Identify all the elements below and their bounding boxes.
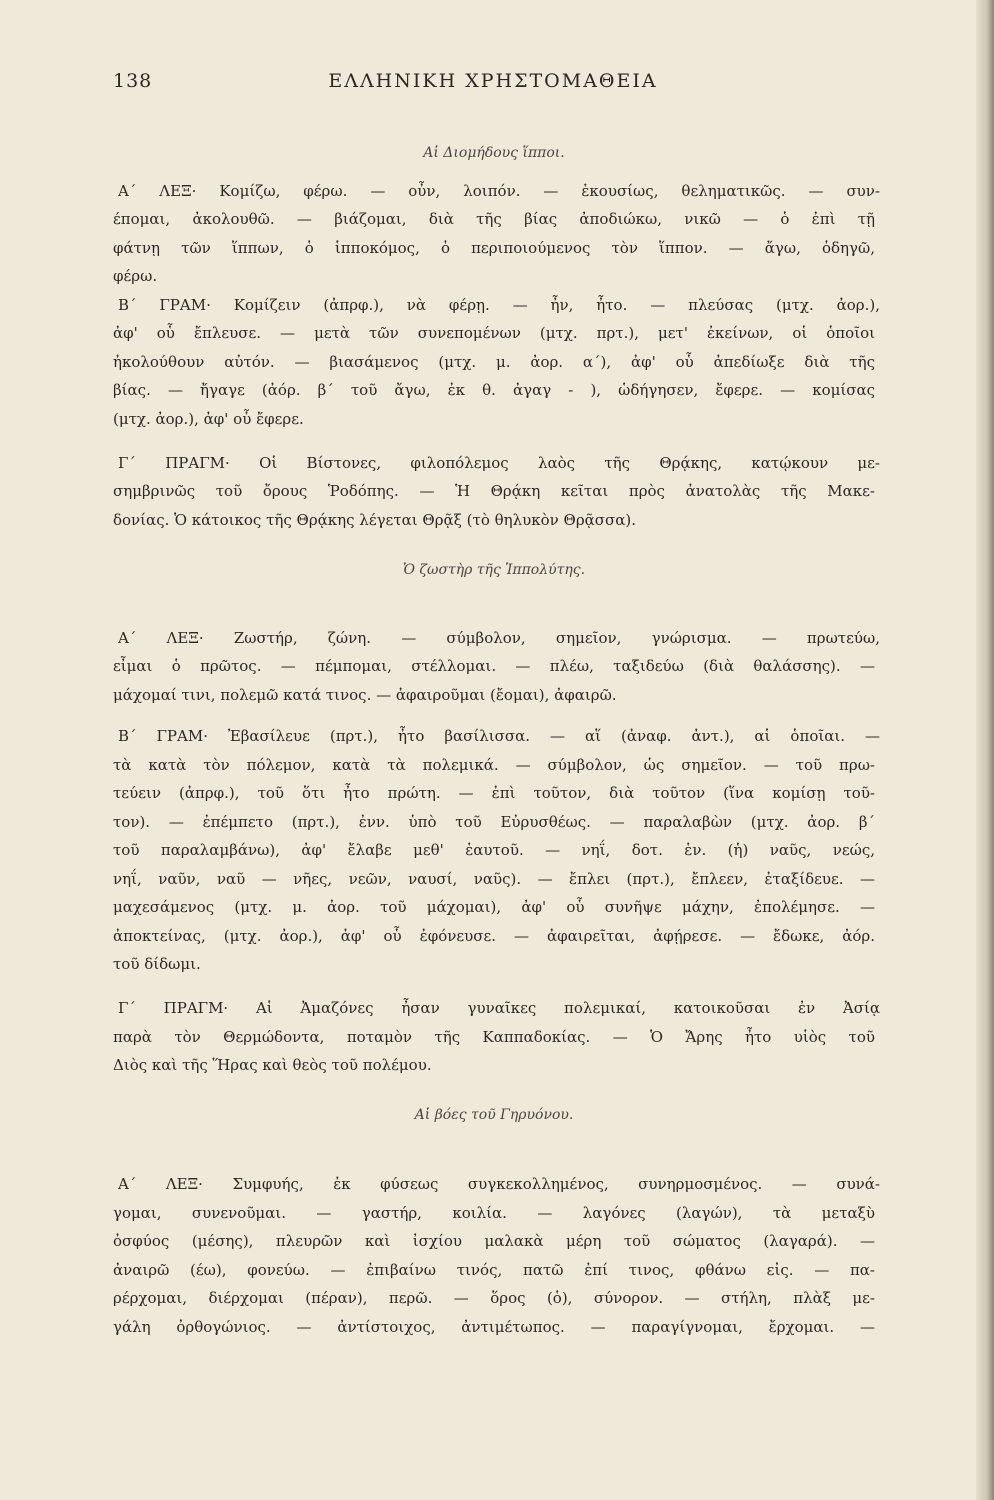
text-line: τοῦ παραλαμβάνω), ἀφ' ἔλαβε μεθ' ἑαυτοῦ. — νηΐ, δοτ. ἑν. (ἡ) ναῦς, νεώς, <box>113 841 875 859</box>
page-number: 138 <box>113 70 153 92</box>
text-line: ἀποκτείνας, (μτχ. ἀορ.), ἀφ' οὗ ἐφόνευσε. — ἀφαιρεῖται, ἀφῄρεσε. — ἔδωκε, ἀόρ. <box>113 927 875 945</box>
text-line: φέρω. <box>113 267 158 285</box>
text-line: ρέρχομαι, διέρχομαι (πέραν), περῶ. — ὅρος (ὁ), σύνορον. — στήλη, πλὰξ με- <box>113 1289 875 1307</box>
text-line: Γ΄ ΠΡΑΓΜ· Οἱ Βίστονες, φιλοπόλεμος λαὸς τῆς Θρᾴκης, κατῴκουν με- <box>118 454 880 472</box>
text-line: Γ΄ ΠΡΑΓΜ· Αἱ Ἀμαζόνες ἦσαν γυναῖκες πολεμικαί, κατοικοῦσαι ἐν Ἀσίᾳ <box>118 999 880 1017</box>
section-title-3: Αἱ βόες τοῦ Γηρυόνου. <box>414 1107 574 1123</box>
text-line: Α΄ ΛΕΞ· Κομίζω, φέρω. — οὖν, λοιπόν. — ἑκουσίως, θεληματικῶς. — συν- <box>118 182 880 200</box>
text-line: τοῦ δίδωμι. <box>113 955 201 973</box>
text-line: ἀφ' οὗ ἔπλευσε. — μετὰ τῶν συνεπομένων (μτχ. πρτ.), μετ' ἐκείνων, οἱ ὁποῖοι <box>113 324 875 342</box>
text-line: εἶμαι ὁ πρῶτος. — πέμπομαι, στέλλομαι. — πλέω, ταξιδεύω (διὰ θαλάσσης). — <box>113 657 875 675</box>
text-line: τὰ κατὰ τὸν πόλεμον, κατὰ τὰ πολεμικά. — σύμβολον, ὡς σημεῖον. — τοῦ πρω- <box>113 756 875 774</box>
text-line: γομαι, συνενοῦμαι. — γαστήρ, κοιλία. — λαγόνες (λαγών), τὰ μεταξὺ <box>113 1204 875 1222</box>
text-line: έπομαι, ἀκολουθῶ. — βιάζομαι, διὰ τῆς βίας ἀποδιώκω, νικῶ — ὁ ἐπὶ τῇ <box>113 210 875 228</box>
text-line: (μτχ. ἀορ.), ἀφ' οὗ ἔφερε. <box>113 410 304 428</box>
text-line: Α΄ ΛΕΞ· Συμφυής, ἐκ φύσεως συγκεκολλημένος, συνηρμοσμένος. — συνά- <box>118 1175 880 1193</box>
text-line: γάλη ὀρθογώνιος. — ἀντίστοιχος, ἀντιμέτωπος. — παραγίγνομαι, ἔρχομαι. — <box>113 1318 875 1336</box>
running-title: ΕΛΛΗΝΙΚΗ ΧΡΗΣΤΟΜΑΘΕΙΑ <box>328 70 658 92</box>
text-line: δονίας. Ὁ κάτοικος τῆς Θρᾴκης λέγεται Θρᾷξ (τὸ θηλυκὸν Θρᾷσσα). <box>113 511 637 529</box>
text-line: βίας. — ἤγαγε (ἀόρ. β΄ τοῦ ἄγω, ἐκ θ. ἀγαγ - ), ὡδήγησεν, ἔφερε. — κομίσας <box>113 381 875 399</box>
text-line: τον). — ἐπέμπετο (πρτ.), ἐνν. ὑπὸ τοῦ Εὐρυσθέως. — παραλαβὼν (μτχ. ἀορ. β΄ <box>113 813 875 831</box>
text-line: σημβρινῶς τοῦ ὄρους Ῥοδόπης. — Ἡ Θρᾴκη κεῖται πρὸς ἀνατολὰς τῆς Μακε- <box>113 482 875 500</box>
text-line: ἠκολούθουν αὐτόν. — βιασάμενος (μτχ. μ. ἀορ. α΄), ἀφ' οὗ ἀπεδίωξε διὰ τῆς <box>113 353 875 371</box>
text-line: παρὰ τὸν Θερμώδοντα, ποταμὸν τῆς Καππαδοκίας. — Ὁ Ἄρης ἦτο υἱὸς τοῦ <box>113 1028 875 1046</box>
section-title-1: Αἱ Διομήδους ἵπποι. <box>423 145 565 161</box>
section-title-2: Ὁ ζωστὴρ τῆς Ἱππολύτης. <box>402 562 586 578</box>
text-line: φάτνῃ τῶν ἵππων, ὁ ἱπποκόμος, ὁ περιποιούμενος τὸν ἵππον. — ἄγω, ὁδηγῶ, <box>113 239 875 257</box>
text-line: νηΐ, ναῦν, ναῦ — νῆες, νεῶν, ναυσί, ναῦς). — ἔπλει (πρτ.), ἔπλεεν, ἐταξίδευε. — <box>113 870 875 888</box>
text-line: Α΄ ΛΕΞ· Ζωστήρ, ζώνη. — σύμβολον, σημεῖον, γνώρισμα. — πρωτεύω, <box>118 629 880 647</box>
page-edge <box>976 0 994 1500</box>
running-header <box>113 70 873 100</box>
text-line: ἀναιρῶ (έω), φονεύω. — ἐπιβαίνω τινός, πατῶ ἐπί τινος, φθάνω εἰς. — πα- <box>113 1261 875 1279</box>
text-line: μάχομαί τινι, πολεμῶ κατά τινος. — ἀφαιροῦμαι (ἔομαι), ἀφαιρῶ. <box>113 686 617 704</box>
text-line: Β΄ ΓΡΑΜ· Κομίζειν (ἀπρφ.), νὰ φέρῃ. — ἦν, ἦτο. — πλεύσας (μτχ. ἀορ.), <box>118 296 880 314</box>
text-line: Διὸς καὶ τῆς Ἥρας καὶ θεὸς τοῦ πολέμου. <box>113 1056 432 1074</box>
text-line: τεύειν (ἀπρφ.), τοῦ ὅτι ἦτο πρώτη. — ἐπὶ τοῦτον, διὰ τοῦτον (ἵνα κομίσῃ τοῦ- <box>113 784 875 802</box>
text-line: ὀσφύος (μέσης), πλευρῶν καὶ ἰσχίου μαλακὰ μέρη τοῦ σώματος (λαγαρά). — <box>113 1232 875 1250</box>
text-line: μαχεσάμενος (μτχ. μ. ἀορ. τοῦ μάχομαι), ἀφ' οὗ συνῆψε μάχην, ἐπολέμησε. — <box>113 898 875 916</box>
text-line: Β΄ ΓΡΑΜ· Ἐβασίλευε (πρτ.), ἦτο βασίλισσα. — αἵ (ἀναφ. ἀντ.), αἱ ὁποῖαι. — <box>118 727 880 745</box>
